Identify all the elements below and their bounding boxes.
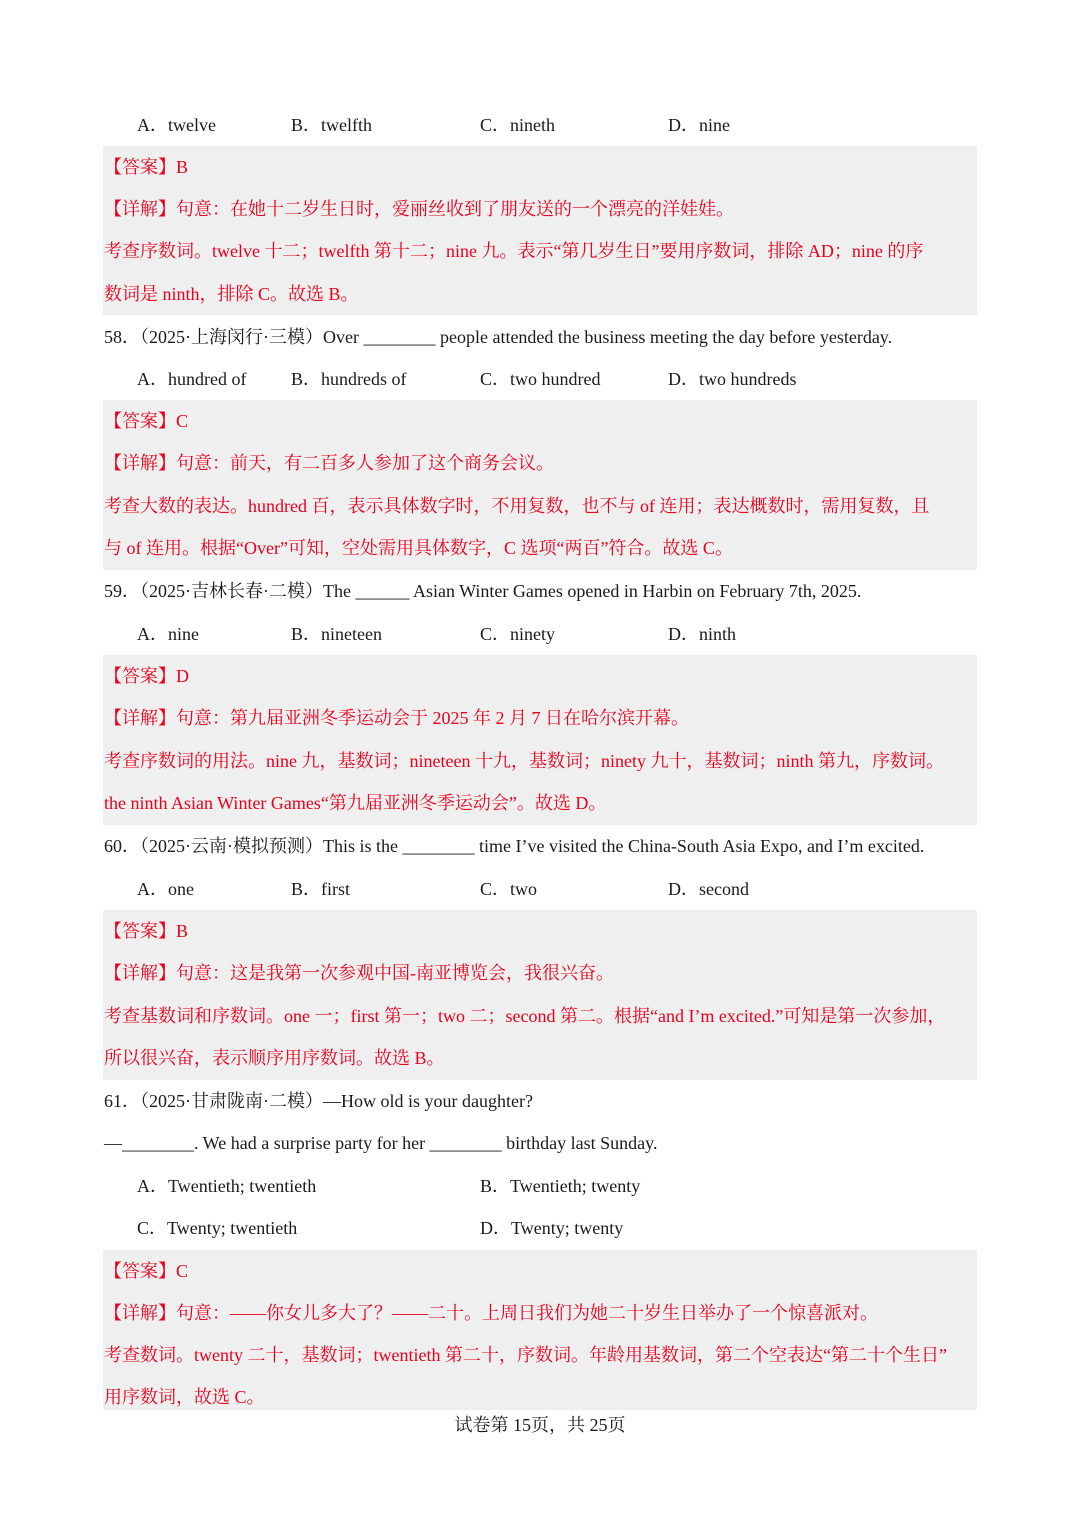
q58-detail: 【详解】句意：前天，有二百多人参加了这个商务会议。 (104, 453, 554, 473)
q60-option-b: B．first (291, 879, 351, 899)
q58-stem: 58．（2025·上海闵行·三模）Over ________ people attended the business meeting the day before yesterday. (104, 327, 893, 347)
q58-explain-2: 与 of 连用。根据“Over”可知，空处需用具体数字，C 选项“两百”符合。故选 C。 (104, 538, 733, 558)
q59-option-d: D．ninth (668, 624, 737, 644)
q58-answer: 【答案】C (104, 411, 189, 431)
q58-explain-1: 考查大数的表达。hundred 百，表示具体数字时，不用复数，也不与 of 连用；表达概数时，需用复数，且 (104, 496, 930, 516)
q58-option-b: B．hundreds of (291, 369, 407, 389)
q60-stem: 60．（2025·云南·模拟预测）This is the ________ time I’ve visited the China-South Asia Expo, and I’m excited. (104, 836, 925, 856)
q59-option-b: B．nineteen (291, 624, 382, 644)
q58-option-d: D．two hundreds (668, 369, 797, 389)
q61-detail: 【详解】句意：——你女儿多大了？——二十。上周日我们为她二十岁生日举办了一个惊喜派对。 (104, 1303, 878, 1323)
q57-explain-1: 考查序数词。twelve 十二；twelfth 第十二；nine 九。表示“第几岁生日”要用序数词，排除 AD；nine 的序 (104, 241, 924, 261)
q61-stem-2: —________. We had a surprise party for her ________ birthday last Sunday. (104, 1133, 658, 1153)
q60-option-c: C．two (480, 879, 538, 899)
q57-option-c: C．nineth (480, 115, 555, 135)
q61-option-d: D．Twenty; twenty (480, 1218, 624, 1238)
q61-option-a: A．Twentieth; twentieth (137, 1176, 317, 1196)
q60-option-d: D．second (668, 879, 749, 899)
q61-explain-1: 考查数词。twenty 二十，基数词；twentieth 第二十，序数词。年龄用基数词，第二个空表达“第二十个生日” (104, 1345, 947, 1365)
q61-explain-2: 用序数词，故选 C。 (104, 1387, 265, 1407)
page-footer: 试卷第 15页，共 25页 (454, 1415, 626, 1435)
q59-explain-2: the ninth Asian Winter Games“第九届亚洲冬季运动会”。故选 D。 (104, 793, 607, 813)
q57-detail: 【详解】句意：在她十二岁生日时，爱丽丝收到了朋友送的一个漂亮的洋娃娃。 (104, 199, 734, 219)
q59-detail: 【详解】句意：第九届亚洲冬季运动会于 2025 年 2 月 7 日在哈尔滨开幕。 (104, 708, 689, 728)
q57-explain-2: 数词是 ninth，排除 C。故选 B。 (104, 284, 359, 304)
q60-detail: 【详解】句意：这是我第一次参观中国-南亚博览会，我很兴奋。 (104, 963, 614, 983)
q60-explain-2: 所以很兴奋，表示顺序用序数词。故选 B。 (104, 1048, 445, 1068)
q61-option-b: B．Twentieth; twenty (480, 1176, 641, 1196)
q58-option-c: C．two hundred (480, 369, 601, 389)
q61-answer: 【答案】C (104, 1261, 189, 1281)
q60-answer: 【答案】B (104, 921, 189, 941)
q57-answer: 【答案】B (104, 157, 189, 177)
q61-stem: 61．（2025·甘肃陇南·二模）—How old is your daughter? (104, 1091, 533, 1111)
q58-option-a: A．hundred of (137, 369, 247, 389)
q57-option-a: A．twelve (137, 115, 216, 135)
q59-answer: 【答案】D (104, 666, 189, 686)
q60-explain-1: 考查基数词和序数词。one 一；first 第一；two 二；second 第二。根据“and I’m excited.”可知是第一次参加， (104, 1006, 946, 1026)
q57-option-b: B．twelfth (291, 115, 372, 135)
q61-option-c: C．Twenty; twentieth (137, 1218, 298, 1238)
q60-option-a: A．one (137, 879, 194, 899)
q59-explain-1: 考查序数词的用法。nine 九，基数词；nineteen 十九，基数词；ninety 九十，基数词；ninth 第九，序数词。 (104, 751, 944, 771)
q59-stem: 59．（2025·吉林长春·二模）The ______ Asian Winter Games opened in Harbin on February 7th, 2025. (104, 581, 862, 601)
q59-option-c: C．ninety (480, 624, 555, 644)
q59-option-a: A．nine (137, 624, 199, 644)
q57-option-d: D．nine (668, 115, 730, 135)
